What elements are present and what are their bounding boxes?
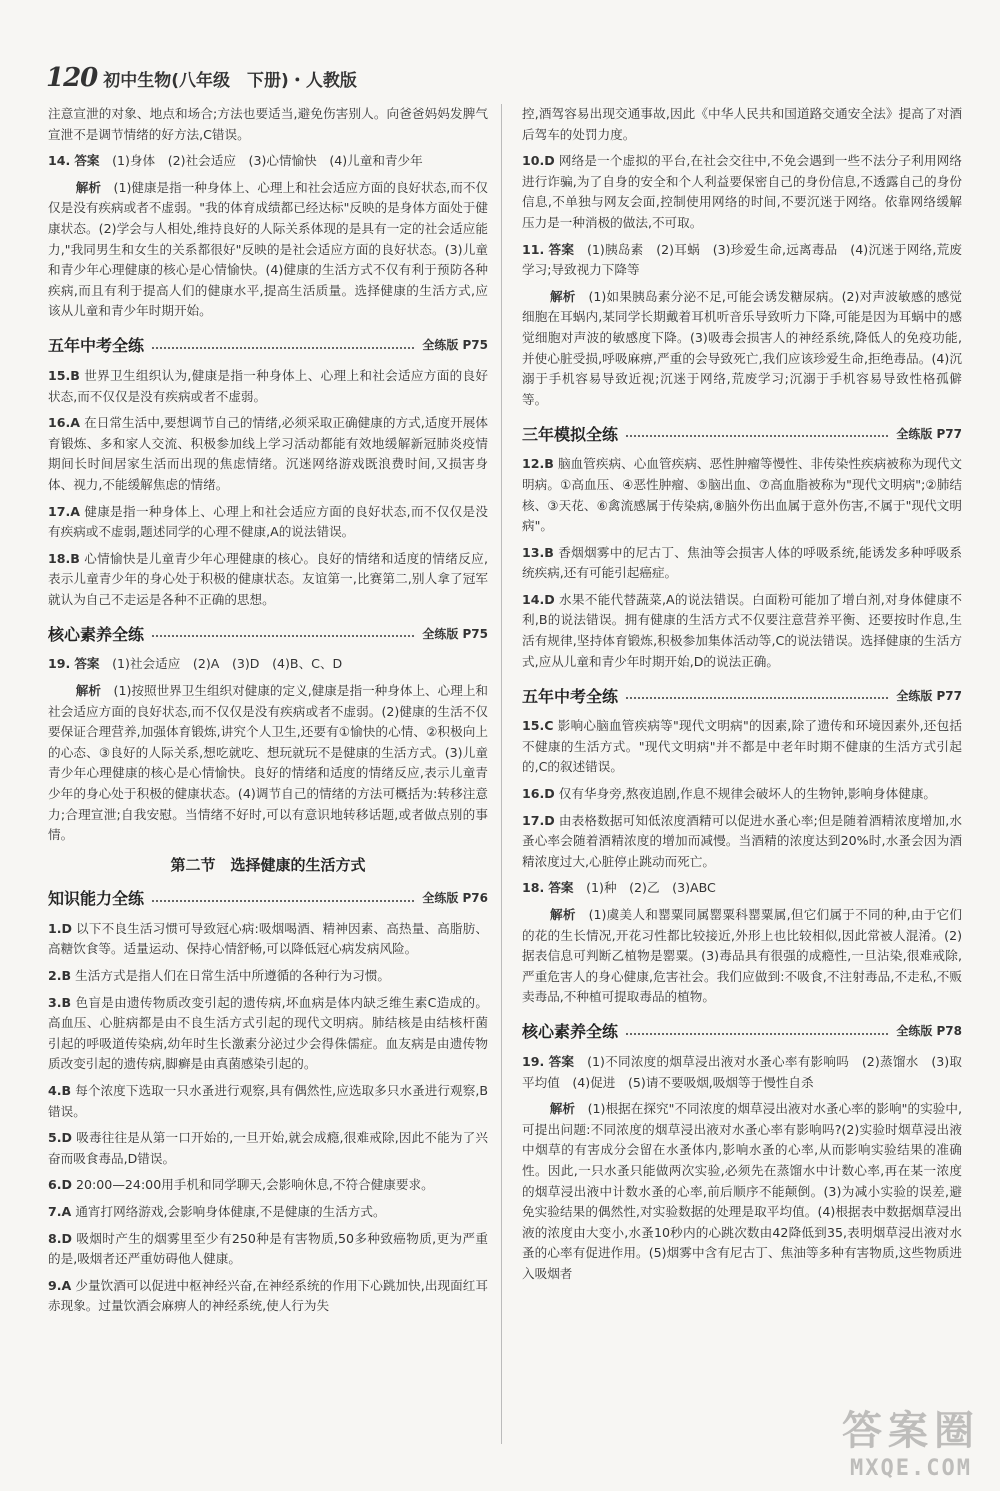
- question-number: 17.A: [48, 503, 81, 519]
- answer-text: (1)不同浓度的烟草浸出液对水蚤心率有影响吗 (2)蒸馏水 (3)取平均值 (4)促进 (5)请不要吸烟,吸烟等于慢性自杀: [522, 1053, 963, 1090]
- question-number: 13.B: [522, 544, 554, 560]
- answer-text: 以下不良生活习惯可导致冠心病:吸烟喝酒、精神因素、高热量、高脂肪、高糖饮食等。适量运动、保持心情舒畅,可以降低冠心病发病风险。: [48, 920, 488, 957]
- question-number: 19.: [48, 656, 71, 672]
- answer-text: 影响心脑血管疾病等"现代文明病"的因素,除了遗传和环境因素外,还包括不健康的生活方式。"现代文明病"并不都是中老年时期不健康的生活方式引起的,C的叙述错误。: [522, 718, 962, 775]
- answer-paragraph: [48, 1081, 488, 1122]
- answer-keyword: 答案: [74, 656, 100, 672]
- answer-paragraph: [48, 178, 488, 322]
- section-page-ref: 全练版 P75: [422, 338, 488, 353]
- answer-paragraph: [522, 240, 962, 281]
- answer-paragraph: [48, 681, 488, 846]
- answer-paragraph: [48, 1202, 488, 1223]
- answer-paragraph: [522, 811, 962, 873]
- section-title: 五年中考全练: [48, 336, 145, 356]
- answer-paragraph: [522, 878, 962, 899]
- answer-text: (1)健康是指一种身体上、心理上和社会适应方面的良好状态,而不仅仅是没有疾病或者不虚弱。"我的体育成绩都已经达标"反映的是身体方面处于健康状态。(2)学会与人相处,维持良好的人际关系体现的是具有一定的社会适应能力,"我同男生和女生的关系都很好"反映的是社会适应方面的良好状态。(3)儿童和青少年心理健康的核心是心情愉快。(4)健康的生活方式不仅有利于预防各种疾病,而且有利于提高人们的健康水平,提高生活质量。选择健康的生活方式,应该从儿童和青少年时期开始。: [48, 179, 489, 319]
- answer-paragraph: [522, 1052, 962, 1093]
- right-column: [522, 104, 962, 1291]
- question-number: 9.A: [48, 1277, 72, 1293]
- question-number: 1.D: [48, 920, 73, 936]
- answer-text: 心情愉快是儿童青少年心理健康的核心。良好的情绪和适度的情绪反应,表示儿童青少年的身心处于积极的健康状态。友谊第一,比赛第二,别人拿了冠军就认为自己不走运是各种不正确的思想。: [48, 550, 488, 607]
- answer-text: 健康是指一种身体上、心理上和社会适应方面的良好状态,而不仅仅是没有疾病或不虚弱,题述同学的心理不健康,A的说法错误。: [48, 503, 488, 540]
- answer-text: 在日常生活中,要想调节自己的情绪,必须采取正确健康的方式,适度开展体育锻炼、多和家人交流、积极参加线上学习活动都能有效地缓解新冠肺炎疫情期间长时间居家生活而出现的焦虑情绪。沉迷网络游戏既浪费时间,又损害身体、视力,不能缓解焦虑的情绪。: [48, 415, 488, 492]
- section-leader-dots: [626, 435, 888, 437]
- answer-text: (1)虞美人和罂粟同属罂粟科罂粟属,但它们属于不同的种,由于它们的花的生长情况,开花习性都比较接近,外形上也比较相似,因此常被人混淆。(2)据表信息可判断乙植物是罂粟。(3)毒品具有很强的成瘾性,一旦沾染,很难戒除,严重危害人的身心健康,危害社会。我们应做到:不吸食,不注射毒品,不走私,不贩卖毒品,不种植可提取毒品的植物。: [522, 907, 963, 1005]
- answer-paragraph: [522, 151, 962, 233]
- section-page-ref: 全练版 P77: [896, 688, 962, 703]
- question-number: 2.B: [48, 968, 72, 983]
- question-number: 15.C: [522, 718, 554, 734]
- section-leader-dots: [152, 900, 414, 902]
- section-leader-dots: [626, 697, 888, 699]
- answer-paragraph: [48, 104, 488, 145]
- answer-paragraph: [522, 287, 962, 411]
- answer-paragraph: [522, 1099, 962, 1284]
- question-number: 15.B: [48, 367, 80, 383]
- site-watermark: [842, 1399, 980, 1481]
- question-number: 7.A: [48, 1203, 72, 1219]
- answer-text: 控,酒驾容易出现交通事故,因此《中华人民共和国道路交通安全法》提高了对酒后驾车的处罚力度。: [522, 106, 962, 142]
- question-number: 6.D: [48, 1177, 73, 1193]
- section-page-ref: 全练版 P78: [896, 1024, 962, 1039]
- answer-paragraph: [48, 1175, 488, 1196]
- answer-paragraph: [48, 151, 488, 172]
- section-header: [48, 885, 488, 911]
- section-header: [48, 332, 488, 358]
- question-number: 18.: [522, 880, 545, 896]
- question-number: 3.B: [48, 994, 72, 1010]
- question-number: 14.: [48, 153, 71, 169]
- answer-text: (1)根据在探究"不同浓度的烟草浸出液对水蚤心率的影响"的实验中,可提出问题:不同浓度的烟草浸出液对水蚤心率有影响吗?(2)实验时烟草浸出液中烟草的有害成分会留在水蚤体内,影响水蚤的心率,从而影响实验结果的准确性。因此,一只水蚤只能做两次实验,必须先在蒸馏水中计数心率,再在某一浓度的烟草浸出液中计数水蚤的心率,前后顺序不能颠倒。(3)为减小实验的误差,避免实验结果的偶然性,对实验数据的处理是取平均值。(4)根据表中数据烟草浸出液的浓度由大变小,水蚤10秒内的心跳次数由42降低到35,表明烟草浸出液对水蚤的心率有促进作用。(5)烟雾中含有尼古丁、焦油等多种有害物质,这些物质进入吸烟者: [522, 1101, 962, 1281]
- section-title: 五年中考全练: [522, 686, 619, 706]
- question-number: 4.B: [48, 1082, 72, 1098]
- section-page-ref: 全练版 P76: [422, 891, 488, 906]
- answer-text: (1)胰岛素 (2)耳蜗 (3)珍爱生命,远离毒品 (4)沉迷于网络,荒废学习;导致视力下降等: [522, 241, 962, 278]
- answer-keyword: 解析: [75, 683, 101, 699]
- book-title: 初中生物(八年级 下册)・人教版: [103, 70, 357, 91]
- answer-paragraph: [48, 413, 488, 495]
- page-number: 120: [46, 63, 98, 93]
- lesson-title: 第二节 选择健康的生活方式: [170, 855, 366, 874]
- left-column: [48, 104, 488, 1323]
- page-header: [46, 58, 357, 98]
- answer-text: 世界卫生组织认为,健康是指一种身体上、心理上和社会适应方面的良好状态,而不仅仅是没有疾病或者不虚弱。: [48, 367, 488, 404]
- question-number: 5.D: [48, 1130, 73, 1146]
- section-header: [522, 420, 962, 446]
- answer-paragraph: [522, 454, 962, 536]
- answer-text: 生活方式是指人们在日常生活中所遵循的各种行为习惯。: [75, 968, 391, 983]
- answer-text: (1)种 (2)乙 (3)ABC: [586, 880, 716, 896]
- question-number: 18.B: [48, 550, 80, 566]
- section-page-ref: 全练版 P75: [422, 626, 488, 641]
- answer-keyword: 答案: [548, 241, 575, 257]
- answer-text: 20:00—24:00用手机和同学聊天,会影响休息,不符合健康要求。: [76, 1177, 434, 1193]
- answer-paragraph: [48, 1128, 488, 1169]
- answer-text: (1)按照世界卫生组织对健康的定义,健康是指一种身体上、心理上和社会适应方面的良好状态,而不仅仅是没有疾病或者不虚弱。(2)健康的生活不仅要保证合理营养,加强体育锻炼,讲究个人卫生,还要有①愉快的心情、②积极向上的心态、③良好的人际关系,想吃就吃、想玩就玩不是健康的生活方式。(3)儿童青少年心理健康的核心是心情愉快。良好的情绪和适度的情绪反应,表示儿童青少年的身心处于积极的健康状态。(4)调节自己的情绪的方法可概括为:转移注意力;合理宣泄;自我安慰。当情绪不好时,可以有意识地转移话题,或者做点别的事情。: [48, 683, 489, 843]
- watermark-url: MXQE.COM: [850, 1456, 972, 1481]
- section-header: [522, 1018, 962, 1044]
- question-number: 19.: [522, 1053, 545, 1069]
- answer-text: 色盲是由遗传物质改变引起的遗传病,坏血病是体内缺乏维生素C造成的。高血压、心脏病都是由不良生活方式引起的现代文明病。肺结核是由结核杆菌引起的呼吸道传染病,幼年时生长激素分泌过少会得侏儒症。血友病是由遗传物质改变引起的遗传病,脚癣是由真菌感染引起的。: [48, 994, 488, 1072]
- answer-text: 吸毒往往是从第一口开始的,一旦开始,就会成瘾,很难戒除,因此不能为了兴奋而吸食毒品,D错误。: [48, 1130, 488, 1166]
- answer-text: 吸烟时产生的烟雾里至少有250种是有害物质,50多种致癌物质,更为严重的是,吸烟者还严重妨碍他人健康。: [48, 1230, 488, 1267]
- answer-text: 通宵打网络游戏,会影响身体健康,不是健康的生活方式。: [75, 1203, 386, 1219]
- answer-text: 脑血管疾病、心血管疾病、恶性肿瘤等慢性、非传染性疾病被称为现代文明病。①高血压、④恶性肿瘤、⑤脑出血、⑦高血脂被称为"现代文明病";②肺结核、③天花、⑥禽流感属于传染病,⑧脑外伤出血属于意外伤害,不属于"现代文明病"。: [522, 456, 962, 534]
- answer-paragraph: [522, 590, 962, 672]
- answer-keyword: 答案: [74, 153, 100, 169]
- answer-keyword: 答案: [548, 880, 574, 896]
- answer-keyword: 答案: [548, 1053, 575, 1069]
- answer-paragraph: [522, 543, 962, 584]
- question-number: 11.: [522, 241, 545, 257]
- answer-keyword: 解析: [549, 907, 576, 922]
- section-header: [522, 682, 962, 708]
- question-number: 12.B: [522, 456, 554, 472]
- answer-paragraph: [522, 104, 962, 145]
- answer-text: (1)社会适应 (2)A (3)D (4)B、C、D: [112, 656, 343, 672]
- section-title: 核心素养全练: [48, 624, 145, 644]
- answer-text: 仅有华身旁,熬夜追剧,作息不规律会破坏人的生物钟,影响身体健康。: [558, 786, 937, 802]
- question-number: 17.D: [522, 812, 555, 828]
- answer-paragraph: [48, 549, 488, 611]
- answer-paragraph: [48, 1229, 488, 1270]
- answer-text: (1)如果胰岛素分泌不足,可能会诱发糖尿病。(2)对声波敏感的感觉细胞在耳蜗内,某同学长期戴着耳机听音乐导致听力下降,可能是因为耳蜗中的感觉细胞对声波的敏感度下降。(3)吸毒会损害人的神经系统,降低人的免疫功能,并使心脏受损,呼吸麻痹,严重的会导致死亡,我们应该珍爱生命,拒绝毒品。(4)沉溺于手机容易导致近视;沉迷于网络,荒废学习;沉溺于手机容易导致性格孤僻等。: [522, 288, 963, 407]
- question-number: 10.D: [522, 153, 555, 169]
- section-header: [48, 620, 488, 646]
- answer-keyword: 解析: [549, 1101, 575, 1117]
- section-leader-dots: [152, 635, 414, 637]
- answer-paragraph: [522, 905, 962, 1008]
- answer-text: 少量饮酒可以促进中枢神经兴奋,在神经系统的作用下心跳加快,出现面红耳赤现象。过量饮酒会麻痹人的神经系统,使人行为失: [48, 1277, 488, 1314]
- answer-paragraph: [48, 919, 488, 960]
- section-title: 知识能力全练: [48, 889, 145, 909]
- watermark-logo-text: 答案圈: [842, 1408, 980, 1454]
- answer-text: 注意宣泄的对象、地点和场合;方法也要适当,避免伤害别人。向爸爸妈妈发脾气宣泄不是调节情绪的好方法,C错误。: [48, 106, 488, 142]
- answer-text: 水果不能代替蔬菜,A的说法错误。白面粉可能加了增白剂,对身体健康不利,B的说法错误。拥有健康的生活方式不仅要注意营养平衡、还要按时作息,生活有规律,坚持体育锻炼,积极参加集体活动等,C的说法错误。选择健康的生活方式,应从儿童和青少年时期开始,D的说法正确。: [522, 591, 962, 669]
- answer-paragraph: [522, 716, 962, 778]
- question-number: 14.D: [522, 591, 555, 607]
- question-number: 16.D: [522, 786, 555, 802]
- answer-paragraph: [48, 654, 488, 675]
- answer-text: 由表格数据可知低浓度酒精可以促进水蚤心率;但是随着酒精浓度增加,水蚤心率会随着酒精浓度的增加而减慢。当酒精的浓度达到20%时,水蚤会因为酒精浓度过大,心脏停止跳动而死亡。: [522, 812, 962, 869]
- answer-paragraph: [48, 502, 488, 543]
- answer-text: (1)身体 (2)社会适应 (3)心情愉快 (4)儿童和青少年: [112, 153, 423, 169]
- answer-text: 每个浓度下选取一只水蚤进行观察,具有偶然性,应选取多只水蚤进行观察,B错误。: [48, 1082, 488, 1119]
- section-leader-dots: [626, 1033, 888, 1035]
- section-leader-dots: [152, 347, 414, 349]
- answer-keyword: 解析: [75, 179, 101, 195]
- question-number: 8.D: [48, 1230, 73, 1246]
- answer-paragraph: [48, 1276, 488, 1317]
- column-divider: [501, 104, 502, 1444]
- answer-paragraph: [48, 993, 488, 1075]
- answer-paragraph: [48, 366, 488, 407]
- answer-text: 香烟烟雾中的尼古丁、焦油等会损害人体的呼吸系统,能诱发多种呼吸系统疾病,还有可能引起癌症。: [522, 544, 962, 581]
- section-title: 三年模拟全练: [522, 424, 619, 444]
- question-number: 16.A: [48, 415, 81, 431]
- answer-keyword: 解析: [549, 288, 576, 304]
- answer-text: 网络是一个虚拟的平台,在社会交往中,不免会遇到一些不法分子利用网络进行诈骗,为了自身的安全和个人利益要保密自己的身份信息,不透露自己的身份信息,不单独与网友会面,控制使用网络的时间,不要沉迷于网络。依靠网络缓解压力是一种消极的做法,不可取。: [522, 153, 962, 230]
- answer-paragraph: [48, 966, 488, 987]
- section-title: 核心素养全练: [522, 1022, 619, 1042]
- section-page-ref: 全练版 P77: [896, 426, 962, 441]
- answer-paragraph: [522, 784, 962, 805]
